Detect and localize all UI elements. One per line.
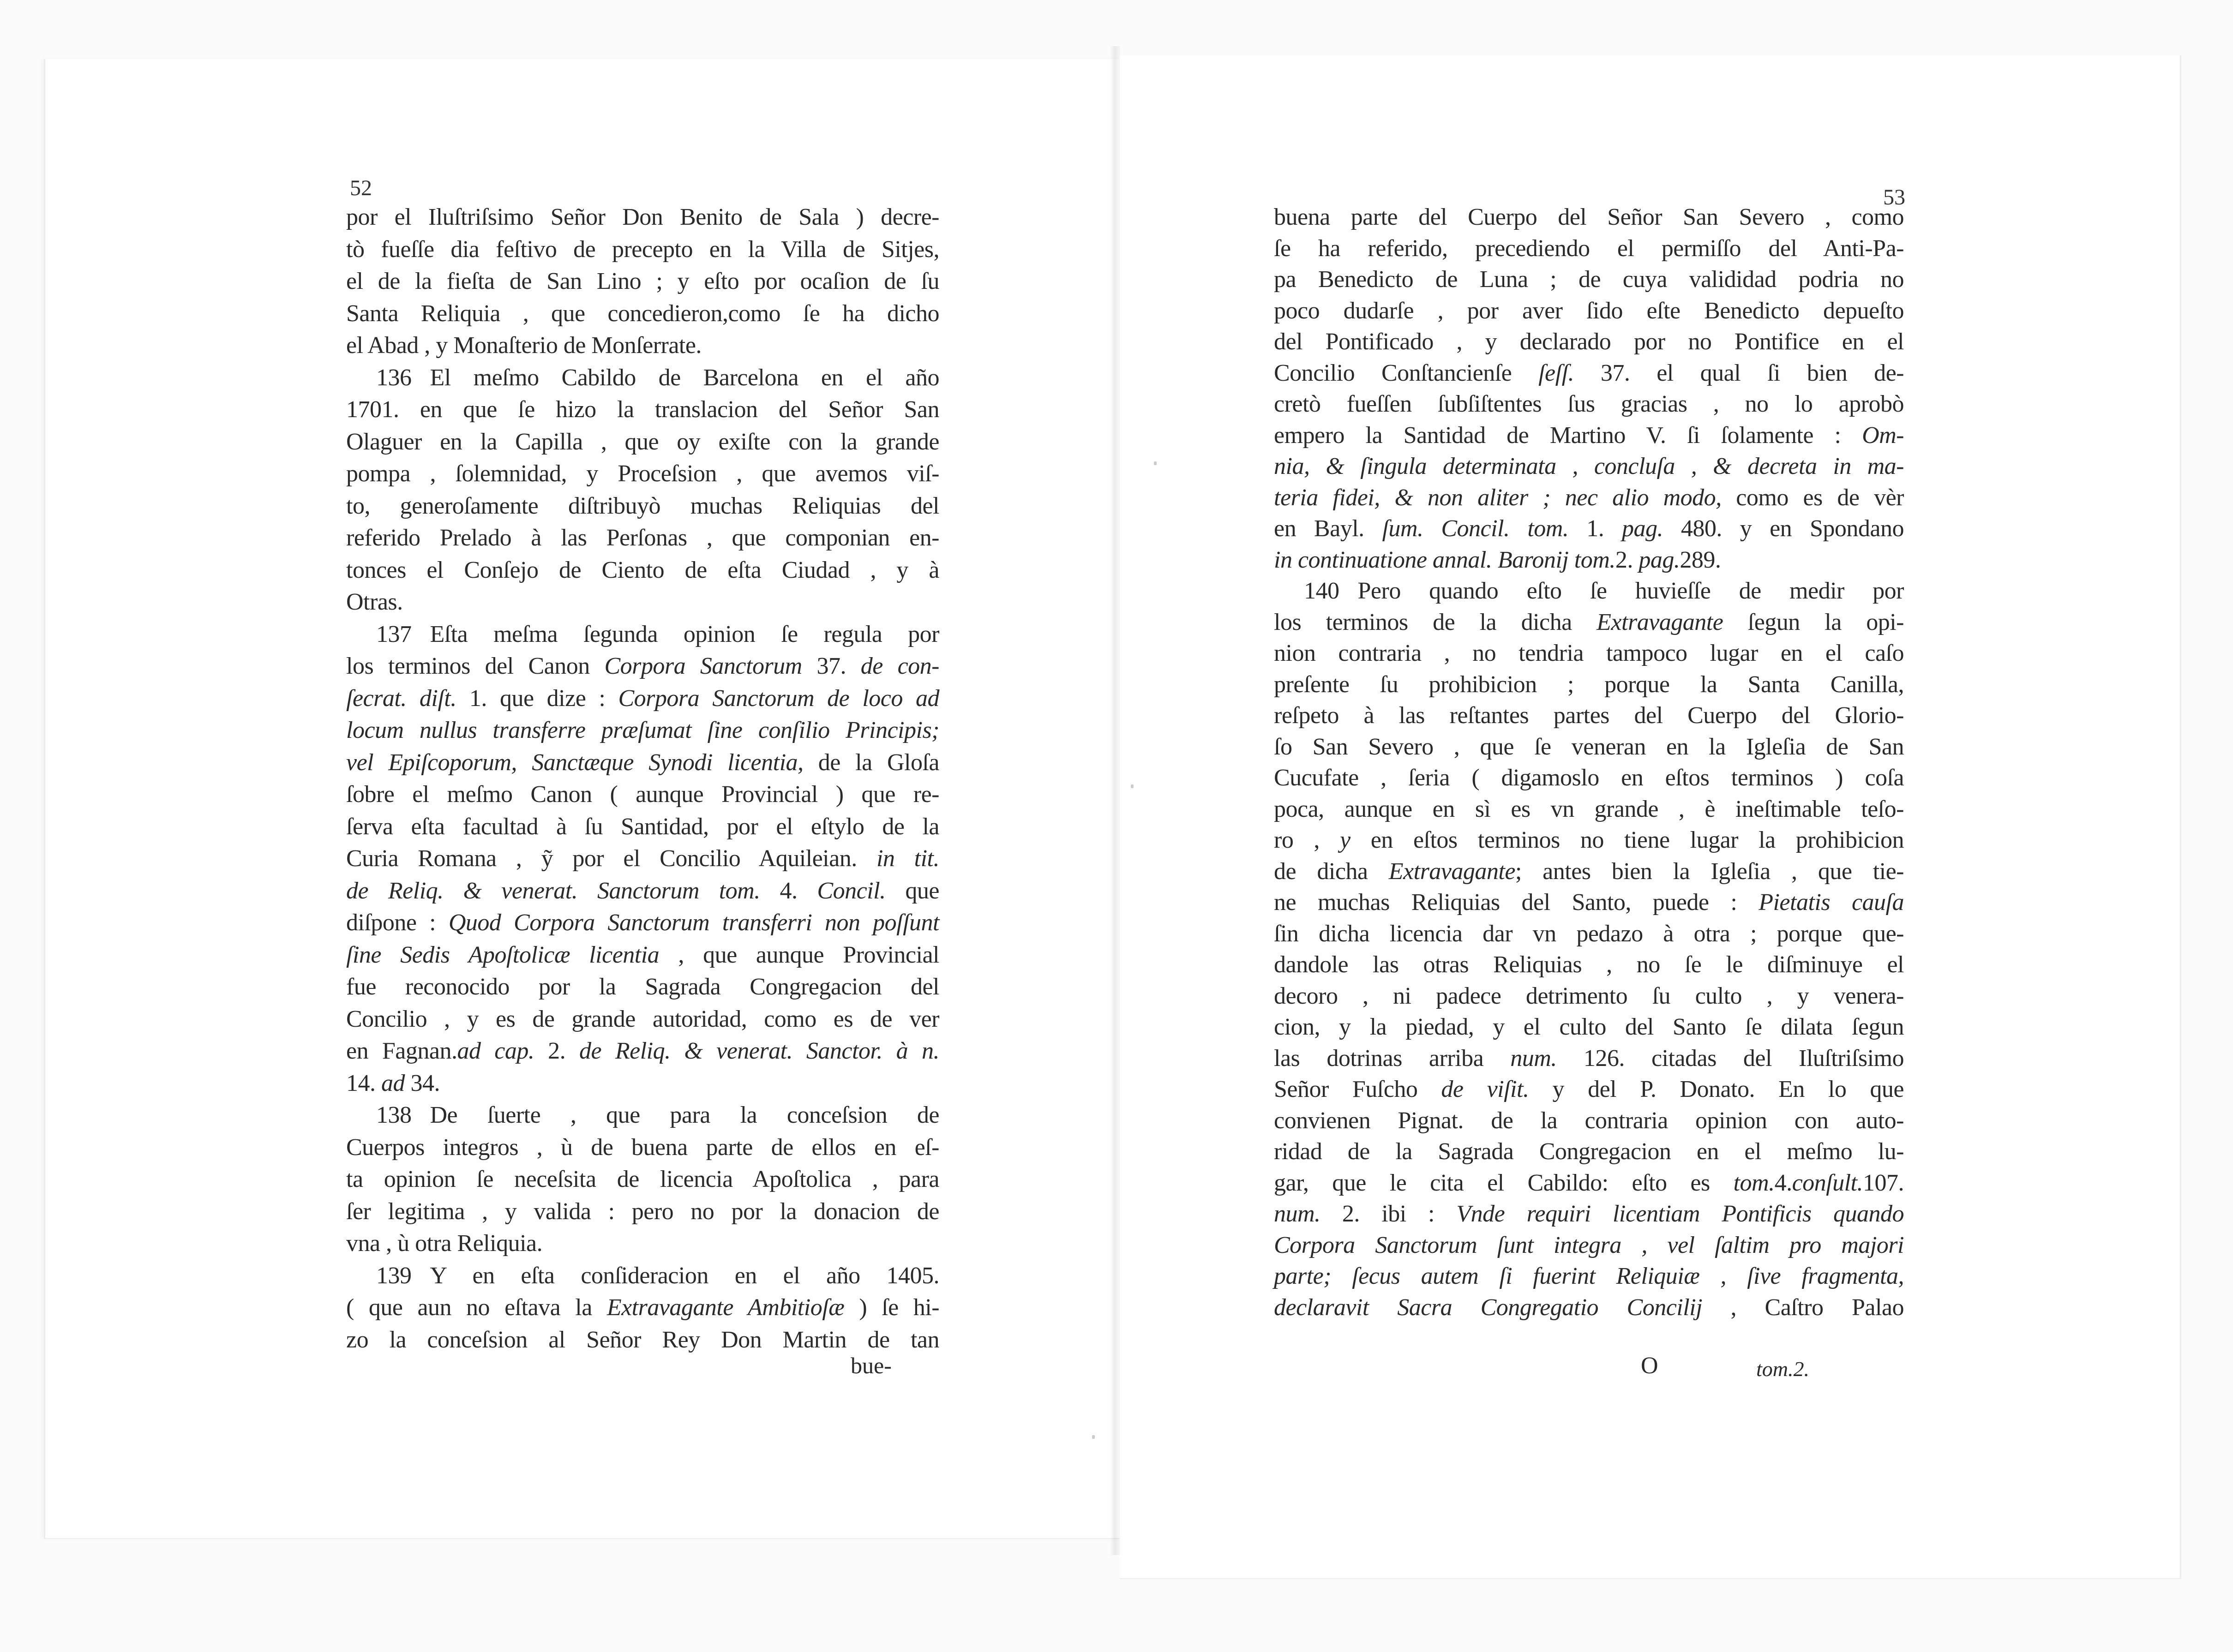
- text-line: [1274, 546, 1904, 575]
- text-segment: ta opinion ſe neceſsita de licencia Apoſtolica , para: [346, 1166, 939, 1192]
- text-segment: Cuerpos integros , ù de buena parte de ellos en eſ-: [346, 1134, 939, 1161]
- text-line: [346, 299, 939, 328]
- text-line: [346, 973, 939, 1001]
- text-line: [1274, 701, 1904, 730]
- catchword-right: tom.2.: [1756, 1357, 1809, 1381]
- text-segment: 1701. en que ſe hizo la translacion del Señor San: [346, 396, 939, 423]
- paper-speck: [1131, 784, 1134, 788]
- text-segment: Olaguer en la Capilla , que oy exiſte con la grande: [346, 428, 939, 455]
- paragraph-start-line: [346, 1101, 939, 1130]
- text-line: [346, 492, 939, 521]
- text-line: [346, 1229, 939, 1258]
- text-segment: De ſuerte , que para la conceſsion de: [430, 1102, 939, 1128]
- page-number-right: 53: [1883, 185, 1905, 209]
- italic-citation: teria fidei, & non aliter ; nec alio modo,: [1274, 484, 1722, 511]
- text-line: [1274, 920, 1904, 948]
- text-line: [1274, 484, 1904, 512]
- text-segment: diſpone :: [346, 910, 449, 936]
- text-segment: empero la Santidad de Martino V. ſi ſolamente :: [1274, 422, 1862, 449]
- text-segment: cion, y la piedad, y el culto del Santo ſe dilata ſegun: [1274, 1014, 1904, 1040]
- text-line: [1274, 297, 1904, 325]
- text-line: [346, 941, 939, 970]
- text-line: [1274, 888, 1904, 917]
- text-line: [346, 844, 939, 873]
- text-line: [1274, 951, 1904, 979]
- text-line: [1274, 639, 1904, 668]
- text-line: [1274, 1107, 1904, 1135]
- text-segment: en Bayl.: [1274, 515, 1382, 542]
- paragraph-start-line: [346, 620, 939, 649]
- paragraph-number: 137: [376, 621, 412, 647]
- italic-citation: num.: [1510, 1045, 1557, 1071]
- text-line: [1274, 515, 1904, 543]
- text-line: [346, 909, 939, 937]
- text-line: [346, 1293, 939, 1322]
- italic-citation: Quod Corpora Sanctorum transferri non poſſunt: [448, 910, 940, 936]
- text-line: [1274, 1169, 1904, 1197]
- italic-citation: conſult.: [1792, 1169, 1863, 1196]
- italic-citation: de Reliq. & venerat. Sanctorum tom.: [346, 877, 760, 904]
- text-segment: Concilio , y es de grande autoridad, como es de ver: [346, 1006, 939, 1032]
- paragraph-start-line: [346, 1262, 939, 1290]
- text-line: [346, 652, 939, 681]
- italic-citation: num.: [1274, 1201, 1321, 1227]
- text-segment: El meſmo Cabildo de Barcelona en el año: [430, 364, 939, 391]
- italic-citation: y: [1340, 827, 1351, 853]
- text-segment: en Fagnan.: [346, 1038, 457, 1064]
- text-segment: cretò fueſſen ſubſiſtentes ſus gracias , no lo aprobò: [1274, 391, 1904, 417]
- text-segment: 2.: [1615, 546, 1639, 573]
- text-line: [1274, 1013, 1904, 1041]
- text-segment: los terminos del Canon: [346, 653, 605, 679]
- text-segment: tonces el Conſejo de Ciento de eſta Ciudad , y à: [346, 557, 939, 583]
- text-segment: que: [885, 877, 939, 904]
- text-segment: 1.: [1568, 515, 1622, 542]
- text-segment: to, generoſamente diſtribuyò muchas Reliquias del: [346, 492, 939, 519]
- text-line: [1274, 1075, 1904, 1104]
- text-line: [346, 716, 939, 745]
- italic-citation: parte; ſecus autem ſi fuerint Reliquiæ , ſive fragmenta,: [1274, 1263, 1904, 1289]
- paragraph-number: 136: [376, 364, 412, 391]
- text-line: [346, 395, 939, 424]
- page-number-left: 52: [350, 176, 372, 200]
- text-segment: 107.: [1863, 1169, 1904, 1196]
- text-line: [346, 588, 939, 617]
- text-segment: de la Gloſa: [803, 749, 940, 776]
- text-segment: , Caſtro Palao: [1702, 1294, 1904, 1321]
- text-line: [346, 331, 939, 360]
- text-segment: Concilio Conſtancienſe: [1274, 359, 1539, 386]
- text-line: [346, 748, 939, 777]
- text-segment: ſin dicha licencia dar vn pedazo à otra ; porque que-: [1274, 920, 1904, 947]
- text-line: [346, 813, 939, 841]
- text-segment: gar, que le cita el Cabildo: eſto es: [1274, 1169, 1734, 1196]
- text-line: [346, 556, 939, 585]
- italic-citation: de con-: [860, 653, 940, 679]
- text-segment: ſe ha referido, precediendo el permiſſo del Anti-Pa-: [1274, 235, 1904, 262]
- text-line: [346, 1005, 939, 1034]
- text-line: [346, 428, 939, 456]
- text-line: [1274, 764, 1904, 792]
- text-segment: por el Iluſtriſsimo Señor Don Benito de Sala ) decre-: [346, 204, 939, 230]
- italic-citation: de Reliq. & venerat. Sanctor. à n.: [579, 1038, 939, 1064]
- paragraph-start-line: [1274, 577, 1904, 605]
- text-segment: de dicha: [1274, 858, 1389, 885]
- text-line: [1274, 359, 1904, 388]
- paragraph-number: 140: [1304, 578, 1339, 604]
- text-segment: pa Benedicto de Luna ; de cuya valididad podria no: [1274, 266, 1904, 293]
- text-segment: el Abad , y Monaſterio de Monſerrate.: [346, 332, 702, 359]
- italic-citation: Extravagante: [1388, 858, 1515, 885]
- italic-citation: in tit.: [876, 845, 939, 872]
- text-segment: nion contraria , no tendria tampoco lugar en el caſo: [1274, 640, 1904, 666]
- text-line: [346, 460, 939, 488]
- italic-citation: pag.: [1639, 546, 1680, 573]
- text-line: [346, 524, 939, 552]
- text-line: [1274, 234, 1904, 263]
- text-segment: 480. y en Spondano: [1663, 515, 1904, 542]
- italic-citation: Corpora Sanctorum ſunt integra , vel ſaltim pro majori: [1274, 1232, 1904, 1258]
- text-segment: 126. citadas del Iluſtriſsimo: [1556, 1045, 1904, 1071]
- text-line: [346, 1326, 939, 1354]
- text-segment: ro ,: [1274, 827, 1340, 853]
- italic-citation: ad cap.: [457, 1038, 534, 1064]
- text-line: [1274, 1137, 1904, 1166]
- text-segment: poca, aunque en sì es vn grande , è ineſtimable teſo-: [1274, 796, 1904, 822]
- text-segment: 2. ibi :: [1320, 1201, 1457, 1227]
- book-gutter: [1110, 46, 1120, 1555]
- text-segment: buena parte del Cuerpo del Señor San Severo , como: [1274, 204, 1904, 230]
- text-segment: ne muchas Reliquias del Santo, puede :: [1274, 889, 1759, 916]
- text-segment: fue reconocido por la Sagrada Congregacion del: [346, 974, 939, 1000]
- text-segment: ſer legitima , y valida : pero no por la donacion de: [346, 1198, 939, 1225]
- text-line: [346, 684, 939, 713]
- text-segment: 37.: [802, 653, 861, 679]
- text-line: [1274, 1200, 1904, 1228]
- text-segment: Señor Fuſcho: [1274, 1076, 1441, 1102]
- text-segment: del Pontificado , y declarado por no Pontifice en el: [1274, 329, 1904, 355]
- text-line: [346, 780, 939, 809]
- italic-citation: ad: [381, 1070, 405, 1096]
- italic-citation: pag.: [1622, 515, 1663, 542]
- text-segment: preſente ſu prohibicion ; porque la Santa Canilla,: [1274, 671, 1904, 698]
- text-line: [346, 203, 939, 232]
- text-line: [346, 1037, 939, 1065]
- text-segment: ; antes bien la Igleſia , que tie-: [1515, 858, 1904, 885]
- text-line: [1274, 670, 1904, 699]
- text-segment: Eſta meſma ſegunda opinion ſe regula por: [430, 621, 939, 647]
- italic-citation: Corpora Sanctorum de loco ad: [618, 685, 939, 712]
- text-line: [346, 1069, 939, 1098]
- text-segment: ſobre el meſmo Canon ( aunque Provincial ) que re-: [346, 781, 939, 808]
- italic-citation: nia, & ſingula determinata , concluſa , & decreta in ma-: [1274, 453, 1904, 479]
- text-segment: las dotrinas arriba: [1274, 1045, 1511, 1071]
- text-segment: 289.: [1680, 546, 1721, 573]
- text-segment: 4.: [760, 877, 817, 904]
- text-line: [1274, 390, 1904, 419]
- italic-citation: in continuatione annal. Baronij tom.: [1274, 546, 1615, 573]
- text-line: [1274, 857, 1904, 886]
- text-line: [1274, 608, 1904, 637]
- text-segment: como es de vèr: [1721, 484, 1904, 511]
- text-line: [346, 1165, 939, 1194]
- text-segment: zo la conceſsion al Señor Rey Don Martin de tan: [346, 1326, 939, 1353]
- italic-citation: Om-: [1862, 422, 1904, 449]
- text-segment: ſegun la opi-: [1723, 609, 1904, 635]
- text-line: [1274, 1293, 1904, 1322]
- text-segment: los terminos de la dicha: [1274, 609, 1597, 635]
- text-segment: pompa , ſolemnidad, y Proceſsion , que avemos viſ-: [346, 461, 939, 487]
- text-segment: decoro , ni padece detrimento ſu culto , y venera-: [1274, 982, 1904, 1009]
- italic-citation: Vnde requiri licentiam Pontificis quando: [1456, 1201, 1904, 1227]
- text-segment: el de la fieſta de San Lino ; y eſto por ocaſion de ſu: [346, 268, 939, 294]
- text-segment: dandole las otras Reliquias , no ſe le diſminuye el: [1274, 952, 1904, 978]
- text-segment: vna , ù otra Reliquia.: [346, 1230, 543, 1257]
- text-segment: 37. el qual ſi bien de-: [1574, 359, 1904, 386]
- text-line: [1274, 795, 1904, 824]
- italic-citation: ſum. Concil. tom.: [1382, 515, 1569, 542]
- text-segment: referido Prelado à las Perſonas , que componian en-: [346, 525, 939, 551]
- text-line: [1274, 982, 1904, 1011]
- italic-citation: Extravagante Ambitioſæ: [606, 1294, 845, 1321]
- italic-citation: declaravit Sacra Congregatio Concilij: [1274, 1294, 1703, 1321]
- text-line: [1274, 452, 1904, 481]
- text-segment: ) ſe hi-: [844, 1294, 940, 1321]
- text-line: [1274, 421, 1904, 450]
- italic-citation: Extravagante: [1597, 609, 1723, 635]
- paper-speck: [1092, 1435, 1095, 1439]
- text-segment: 14.: [346, 1070, 381, 1096]
- text-segment: convienen Pignat. de la contraria opinion con auto-: [1274, 1107, 1904, 1134]
- italic-citation: ſine Sedis Apoſtolicæ licentia: [346, 941, 660, 968]
- text-segment: tò fueſſe dia feſtivo de precepto en la Villa de Sitjes,: [346, 236, 939, 263]
- paragraph-number: 139: [376, 1262, 412, 1289]
- paper-speck: [1154, 461, 1157, 465]
- italic-citation: locum nullus transferre præſumat ſine conſilio Principis;: [346, 717, 939, 743]
- text-line: [1274, 1262, 1904, 1291]
- text-line: [1274, 1231, 1904, 1260]
- text-segment: reſpeto à las reſtantes partes del Cuerpo del Glorio-: [1274, 702, 1904, 729]
- text-segment: Curia Romana , ỹ por el Concilio Aquileian.: [346, 845, 876, 872]
- italic-citation: Corpora Sanctorum: [604, 653, 802, 679]
- text-segment: en eſtos terminos no tiene lugar la prohibicion: [1350, 827, 1904, 853]
- italic-citation: Pietatis cauſa: [1759, 889, 1904, 916]
- italic-citation: tom.: [1733, 1169, 1775, 1196]
- text-segment: , que aunque Provincial: [659, 941, 939, 968]
- text-segment: Cucufate , ſeria ( digamoslo en eſtos terminos ) coſa: [1274, 765, 1904, 791]
- italic-citation: de viſit.: [1441, 1076, 1529, 1102]
- text-line: [346, 235, 939, 264]
- text-segment: Pero quando eſto ſe huvieſſe de medir por: [1357, 578, 1904, 604]
- text-segment: 2.: [534, 1038, 579, 1064]
- text-segment: ſerva eſta facultad à ſu Santidad, por el eſtylo de la: [346, 813, 939, 840]
- text-segment: ſo San Severo , que ſe veneran en la Igleſia de San: [1274, 733, 1904, 760]
- text-segment: Santa Reliquia , que concedieron,como ſe ha dicho: [346, 300, 939, 327]
- text-line: [346, 267, 939, 296]
- text-segment: ( que aun no eſtava la: [346, 1294, 607, 1321]
- text-segment: 4.: [1774, 1169, 1792, 1196]
- italic-citation: vel Epiſcoporum, Sanctæque Synodi licentia,: [346, 749, 804, 776]
- italic-citation: ſecrat. diſt.: [346, 685, 456, 712]
- paragraph-number: 138: [376, 1102, 412, 1128]
- text-segment: 1. que dize :: [456, 685, 618, 712]
- text-line: [346, 877, 939, 905]
- text-segment: 34.: [405, 1070, 440, 1096]
- text-line: [346, 1133, 939, 1162]
- text-line: [346, 1197, 939, 1226]
- text-segment: ridad de la Sagrada Congregacion en el meſmo lu-: [1274, 1138, 1904, 1165]
- text-segment: poco dudarſe , por aver ſido eſte Benedicto depueſto: [1274, 297, 1904, 324]
- italic-citation: ſeſſ.: [1538, 359, 1574, 386]
- text-line: [1274, 1044, 1904, 1073]
- text-segment: Otras.: [346, 589, 403, 615]
- text-segment: y del P. Donato. En lo que: [1529, 1076, 1904, 1102]
- text-segment: Y en eſta conſideracion en el año 1405.: [430, 1262, 939, 1289]
- italic-citation: Concil.: [817, 877, 886, 904]
- text-line: [1274, 203, 1904, 232]
- text-line: [1274, 328, 1904, 356]
- catchword-left: bue-: [851, 1353, 892, 1378]
- text-line: [1274, 826, 1904, 855]
- text-line: [1274, 265, 1904, 294]
- signature-mark: O: [1641, 1353, 1658, 1379]
- text-line: [1274, 733, 1904, 761]
- paragraph-start-line: [346, 364, 939, 392]
